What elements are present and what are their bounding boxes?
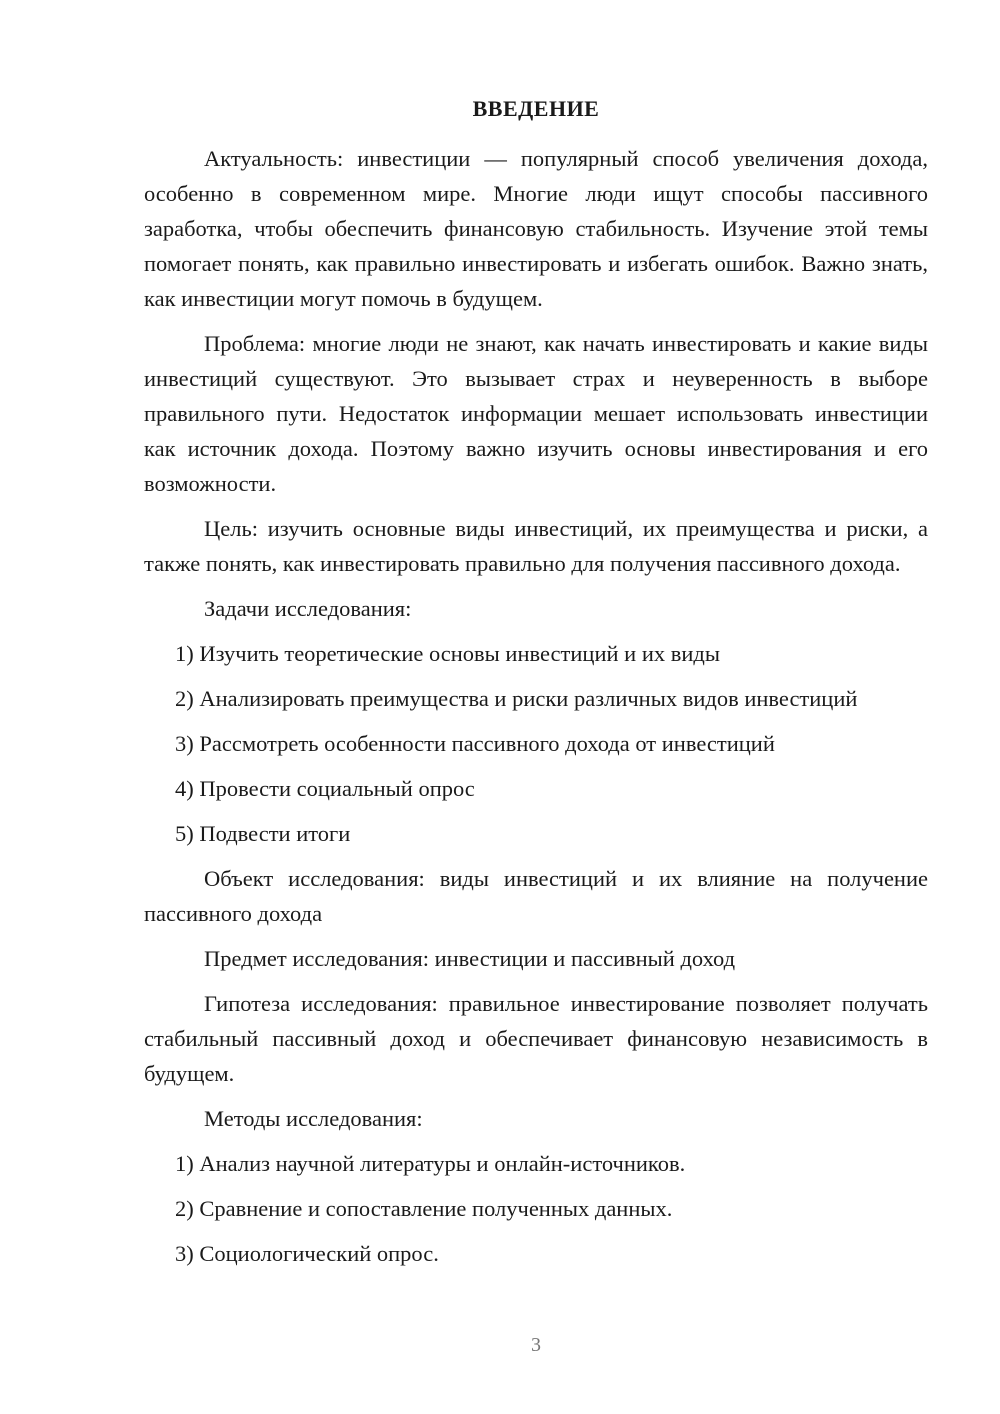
page-number: 3 [531, 1334, 541, 1356]
paragraph-goal: Цель: изучить основные виды инвестиций, их преимущества и риски, а также понять, как инвестировать правильно для получения пассивного дохода. [144, 516, 928, 576]
tasks-heading: Задачи исследования: [204, 596, 412, 621]
methods-list [144, 1146, 928, 1271]
tasks-list [144, 636, 928, 851]
page-title: ВВЕДЕНИЕ [472, 96, 600, 121]
paragraph-hypothesis: Гипотеза исследования: правильное инвестирование позволяет получать стабильный пассивный доход и обеспечивает финансовую независимость в будущем. [144, 991, 928, 1086]
list-item: 3) Рассмотреть особенности пассивного дохода от инвестиций [175, 731, 775, 756]
list-item: 1) Изучить теоретические основы инвестиций и их виды [175, 641, 720, 666]
paragraph-problem: Проблема: многие люди не знают, как начать инвестировать и какие виды инвестиций существуют. Это вызывает страх и неуверенность в выборе правильного пути. Недостаток информации мешает использовать инвестиции как источник дохода. Поэтому важно изучить основы инвестирования и его возможности. [144, 331, 928, 496]
paragraph-relevance: Актуальность: инвестиции — популярный способ увеличения дохода, особенно в современном мире. Многие люди ищут способы пассивного заработка, чтобы обеспечить финансовую стабильность. Изучение этой темы помогает понять, как правильно инвестировать и избегать ошибок. Важно знать, как инвестиции могут помочь в будущем. [144, 146, 928, 311]
list-item: 4) Провести социальный опрос [175, 776, 475, 801]
document-body [144, 141, 928, 1281]
methods-heading: Методы исследования: [204, 1106, 423, 1131]
list-item: 2) Сравнение и сопоставление полученных данных. [175, 1196, 673, 1221]
paragraph-subject: Предмет исследования: инвестиции и пассивный доход [204, 946, 736, 971]
list-item: 5) Подвести итоги [175, 821, 351, 846]
list-item: 1) Анализ научной литературы и онлайн-источников. [175, 1151, 686, 1176]
list-item: 3) Социологический опрос. [175, 1241, 439, 1266]
paragraph-object: Объект исследования: виды инвестиций и их влияние на получение пассивного дохода [144, 866, 928, 926]
list-item: 2) Анализировать преимущества и риски различных видов инвестиций [175, 686, 858, 711]
